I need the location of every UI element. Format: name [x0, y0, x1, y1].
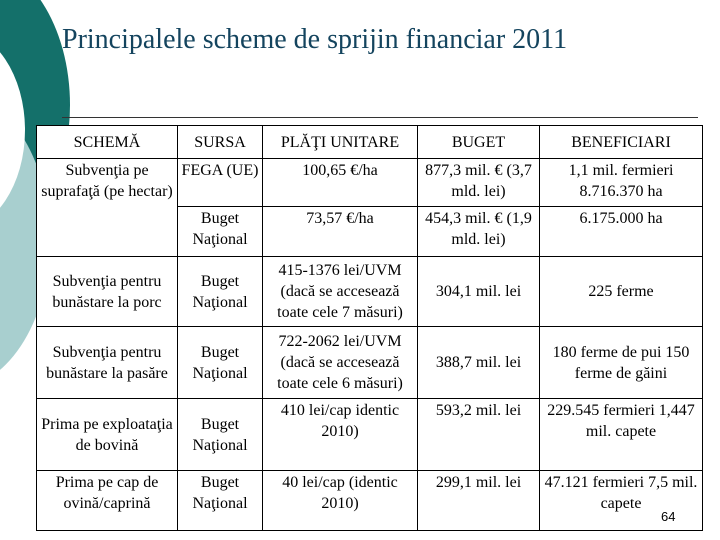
funding-schemes-table — [36, 125, 703, 531]
table-row — [37, 399, 703, 471]
cell-buget: 454,3 mil. € (1,9 mld. lei) — [418, 207, 540, 257]
cell-sursa: FEGA (UE) — [178, 159, 263, 207]
title-divider — [62, 117, 698, 118]
cell-buget: 877,3 mil. € (3,7 mld. lei) — [418, 159, 540, 207]
cell-sursa: Buget Naţional — [178, 257, 263, 327]
cell-sursa: Buget Naţional — [178, 471, 263, 531]
cell-sursa: Buget Naţional — [178, 327, 263, 399]
page-number: 64 — [661, 509, 676, 524]
cell-sursa: Buget Naţional — [178, 399, 263, 471]
header-buget: BUGET — [418, 126, 540, 159]
header-schema: SCHEMĂ — [37, 126, 178, 159]
cell-buget: 304,1 mil. lei — [418, 257, 540, 327]
table-row — [37, 327, 703, 399]
cell-beneficiari: 225 ferme — [540, 257, 703, 327]
header-beneficiari: BENEFICIARI — [540, 126, 703, 159]
header-sursa: SURSA — [178, 126, 263, 159]
cell-plati: 410 lei/cap identic 2010) — [263, 399, 418, 471]
slide-title: Principalele scheme de sprijin financiar 2011 — [62, 24, 568, 55]
cell-schema: Subvenţia pe suprafaţă (pe hectar) — [37, 159, 178, 257]
cell-plati: 722-2062 lei/UVM (dacă se accesează toate cele 6 măsuri) — [263, 327, 418, 399]
cell-schema: Prima pe cap de ovină/caprină — [37, 471, 178, 531]
cell-schema: Prima pe exploataţia de bovină — [37, 399, 178, 471]
cell-plati: 100,65 €/ha — [263, 159, 418, 207]
table-row — [37, 257, 703, 327]
cell-buget: 593,2 mil. lei — [418, 399, 540, 471]
table-row — [37, 471, 703, 531]
cell-beneficiari: 6.175.000 ha — [540, 207, 703, 257]
cell-plati: 73,57 €/ha — [263, 207, 418, 257]
cell-sursa: Buget Naţional — [178, 207, 263, 257]
cell-schema: Subvenţia pentru bunăstare la porc — [37, 257, 178, 327]
cell-schema: Subvenţia pentru bunăstare la pasăre — [37, 327, 178, 399]
cell-plati: 415-1376 lei/UVM (dacă se accesează toate cele 7 măsuri) — [263, 257, 418, 327]
cell-buget: 388,7 mil. lei — [418, 327, 540, 399]
cell-beneficiari: 1,1 mil. fermieri 8.716.370 ha — [540, 159, 703, 207]
cell-beneficiari: 229.545 fermieri 1,447 mil. capete — [540, 399, 703, 471]
cell-beneficiari: 180 ferme de pui 150 ferme de găini — [540, 327, 703, 399]
header-plati-unitare: PLĂŢI UNITARE — [263, 126, 418, 159]
cell-buget: 299,1 mil. lei — [418, 471, 540, 531]
table-header-row — [37, 126, 703, 159]
cell-plati: 40 lei/cap (identic 2010) — [263, 471, 418, 531]
cell-beneficiari: 47.121 fermieri 7,5 mil. capete — [540, 471, 703, 531]
table-row — [37, 159, 703, 207]
